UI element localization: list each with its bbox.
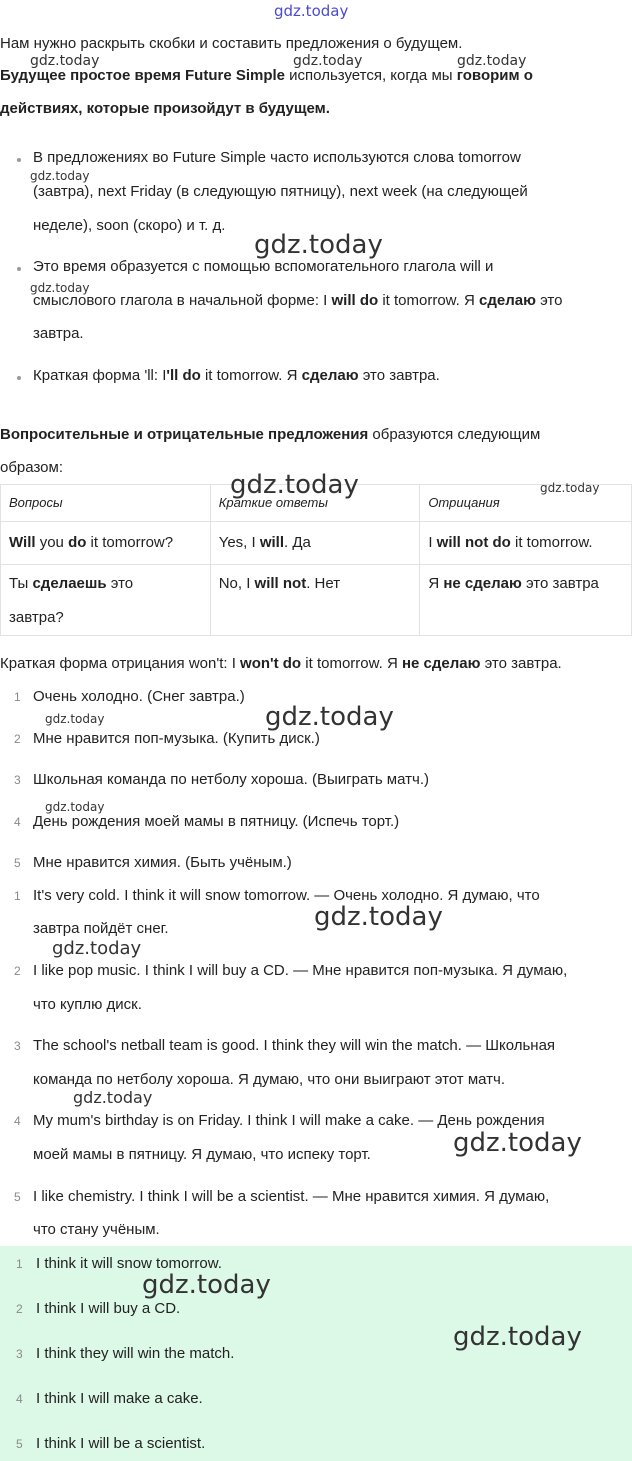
list-number: 2 xyxy=(16,1302,23,1316)
questions-intro-cont: образом: xyxy=(0,459,63,476)
list-item: Мне нравится поп-музыка. (Купить диск.) xyxy=(33,730,320,747)
bullet-text: Это время образуется с помощью вспомогательного глагола will и xyxy=(33,258,494,275)
watermark: gdz.today xyxy=(30,53,100,69)
list-item-cont: завтра пойдёт снег. xyxy=(33,920,169,937)
list-item: Очень холодно. (Снег завтра.) xyxy=(33,688,245,705)
list-item: I like pop music. I think I will buy a CD. — Мне нравится поп-музыка. Я думаю, xyxy=(33,962,568,979)
watermark: gdz.today xyxy=(142,1270,271,1300)
watermark: gdz.today xyxy=(30,169,90,183)
answer-item: I think it will snow tomorrow. xyxy=(36,1255,222,1272)
answer-item: I think I will make a cake. xyxy=(36,1390,203,1407)
answer-item: I think I will be a scientist. xyxy=(36,1435,206,1452)
table-row xyxy=(1,522,632,565)
watermark: gdz.today xyxy=(254,230,383,260)
short-negative-form: Краткая форма отрицания won't: I won't do it tomorrow. Я не сделаю это завтра. xyxy=(0,655,562,672)
watermark: gdz.today xyxy=(45,712,105,726)
list-number: 1 xyxy=(14,690,21,704)
list-number: 2 xyxy=(14,732,21,746)
list-item: The school's netball team is good. I think they will win the match. — Школьная xyxy=(33,1037,556,1054)
list-number: 1 xyxy=(16,1257,23,1271)
table-header: Отрицания xyxy=(420,485,632,522)
watermark: gdz.today xyxy=(45,800,105,814)
list-item-cont: что куплю диск. xyxy=(33,996,142,1013)
table-cell: Я не сделаю это завтра xyxy=(420,565,632,636)
watermark: gdz.today xyxy=(265,702,394,732)
table-cell: I will not do it tomorrow. xyxy=(420,522,632,565)
bullet-text: (завтра), next Friday (в следующую пятницу), next week (на следующей xyxy=(33,183,528,200)
list-number: 1 xyxy=(14,889,21,903)
watermark: gdz.today xyxy=(540,481,600,495)
list-item: I like chemistry. I think I will be a scientist. — Мне нравится химия. Я думаю, xyxy=(33,1188,550,1205)
table-cell: Ты сделаешь это завтра? xyxy=(1,565,211,636)
list-number: 3 xyxy=(14,773,21,787)
list-item: It's very cold. I think it will snow tomorrow. — Очень холодно. Я думаю, что xyxy=(33,887,540,904)
bullet-dot xyxy=(17,376,21,380)
watermark: gdz.today xyxy=(52,938,142,959)
table-row xyxy=(1,565,632,636)
bullet-text: смыслового глагола в начальной форме: I will do it tomorrow. Я сделаю это xyxy=(33,292,563,309)
list-number: 4 xyxy=(16,1392,23,1406)
list-number: 3 xyxy=(14,1039,21,1053)
table-header: Краткие ответы xyxy=(210,485,420,522)
table-cell: Yes, I will. Да xyxy=(210,522,420,565)
list-item: Школьная команда по нетболу хороша. (Выиграть матч.) xyxy=(33,771,429,788)
grammar-table xyxy=(0,481,632,636)
watermark: gdz.today xyxy=(453,1128,582,1158)
list-number: 4 xyxy=(14,815,21,829)
list-item-cont: команда по нетболу хороша. Я думаю, что они выиграют этот матч. xyxy=(33,1071,506,1088)
watermark: gdz.today xyxy=(73,1088,153,1107)
bullet-text: В предложениях во Future Simple часто используются слова tomorrow xyxy=(33,149,521,166)
list-item: My mum's birthday is on Friday. I think I will make a cake. — День рождения xyxy=(33,1112,545,1129)
questions-intro: Вопросительные и отрицательные предложения образуются следующим xyxy=(0,426,541,443)
watermark: gdz.today xyxy=(230,470,359,500)
list-item: Мне нравится химия. (Быть учёным.) xyxy=(33,854,292,871)
answer-item: I think I will buy a CD. xyxy=(36,1300,181,1317)
list-number: 2 xyxy=(14,964,21,978)
bullet-text: Краткая форма 'll: I'll do it tomorrow. Я сделаю это завтра. xyxy=(33,367,440,384)
watermark: gdz.today xyxy=(314,902,443,932)
list-number: 5 xyxy=(14,1190,21,1204)
list-number: 5 xyxy=(16,1437,23,1451)
intro-line: Нам нужно раскрыть скобки и составить предложения о будущем. xyxy=(0,35,463,52)
intro-definition: Будущее простое время Future Simple используется, когда мы говорим о xyxy=(0,67,533,84)
list-item-cont: что стану учёным. xyxy=(33,1221,160,1238)
watermark-top: gdz.today xyxy=(274,2,349,20)
list-item-cont: моей мамы в пятницу. Я думаю, что испеку торт. xyxy=(33,1146,371,1163)
watermark: gdz.today xyxy=(293,53,363,69)
answer-item: I think they will win the match. xyxy=(36,1345,235,1362)
watermark: gdz.today xyxy=(30,281,90,295)
bullet-text: неделе), soon (скоро) и т. д. xyxy=(33,217,226,234)
bullet-dot xyxy=(17,267,21,271)
list-number: 4 xyxy=(14,1114,21,1128)
list-item: День рождения моей мамы в пятницу. (Испечь торт.) xyxy=(33,813,400,830)
table-header: Вопросы xyxy=(1,485,211,522)
watermark: gdz.today xyxy=(453,1322,582,1352)
list-number: 3 xyxy=(16,1347,23,1361)
watermark: gdz.today xyxy=(457,53,527,69)
list-number: 5 xyxy=(14,856,21,870)
intro-definition-cont: действиях, которые произойдут в будущем. xyxy=(0,100,330,117)
bullet-dot xyxy=(17,158,21,162)
bullet-text: завтра. xyxy=(33,325,84,342)
table-cell: Will you do it tomorrow? xyxy=(1,522,211,565)
table-cell: No, I will not. Нет xyxy=(210,565,420,636)
